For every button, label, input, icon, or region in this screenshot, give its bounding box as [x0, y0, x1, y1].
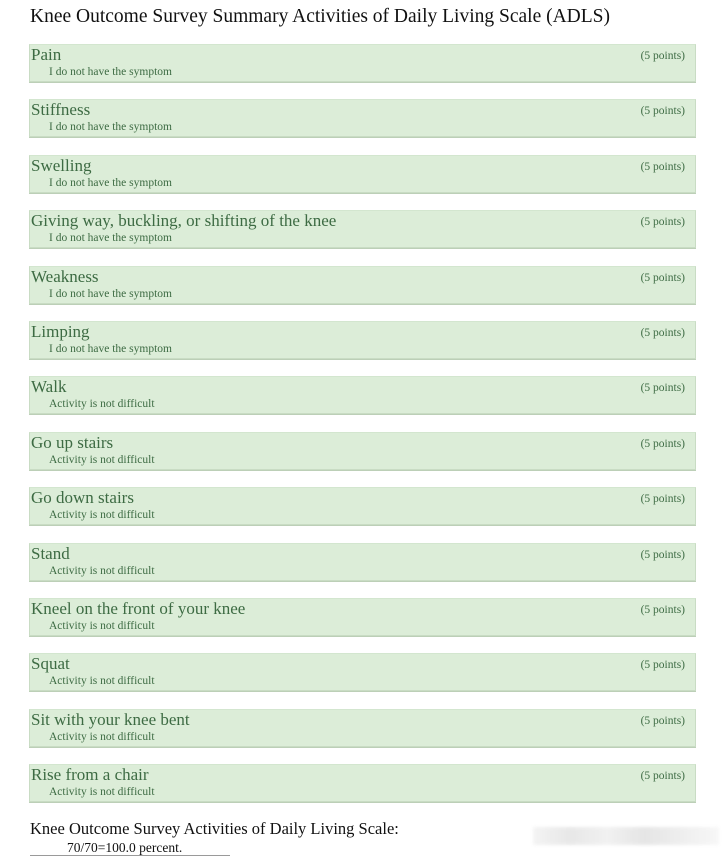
survey-item-limping	[29, 321, 696, 359]
item-points: (5 points)	[640, 493, 685, 506]
item-points: (5 points)	[640, 326, 685, 339]
item-points: (5 points)	[640, 714, 685, 727]
item-label: Giving way, buckling, or shifting of the knee	[31, 211, 337, 231]
item-answer: Activity is not difficult	[49, 619, 155, 632]
item-label: Go up stairs	[31, 432, 114, 452]
item-answer: I do not have the symptom	[49, 66, 172, 78]
item-answer: I do not have the symptom	[49, 176, 172, 189]
item-answer: I do not have the symptom	[49, 232, 172, 245]
item-answer: Activity is not difficult	[49, 730, 155, 743]
survey-item-giving-way	[29, 210, 696, 248]
item-label: Weakness	[31, 266, 99, 286]
summary-divider	[30, 855, 230, 856]
item-points: (5 points)	[640, 659, 685, 672]
item-points: (5 points)	[640, 548, 685, 561]
survey-item-rise-from-chair	[29, 764, 696, 802]
item-label: Rise from a chair	[31, 765, 149, 785]
survey-item-walk	[29, 376, 696, 414]
item-label: Stand	[31, 543, 70, 563]
item-answer: I do not have the symptom	[49, 287, 172, 300]
item-answer: Activity is not difficult	[49, 453, 155, 466]
survey-item-go-up-stairs	[29, 432, 696, 470]
survey-item-kneel	[29, 598, 696, 636]
survey-item-squat	[29, 653, 696, 691]
item-answer: Activity is not difficult	[49, 675, 155, 688]
item-label: Limping	[31, 321, 90, 341]
item-points: (5 points)	[640, 437, 685, 450]
survey-item-go-down-stairs	[29, 487, 696, 525]
item-answer: I do not have the symptom	[49, 121, 172, 134]
item-points: (5 points)	[640, 271, 685, 284]
survey-item-pain	[29, 44, 696, 82]
item-label: Go down stairs	[31, 488, 134, 508]
item-label: Squat	[31, 654, 70, 674]
item-points: (5 points)	[640, 105, 685, 118]
item-label: Swelling	[31, 155, 92, 175]
survey-item-stand	[29, 543, 696, 581]
item-label: Stiffness	[31, 100, 91, 120]
item-label: Sit with your knee bent	[31, 709, 190, 729]
item-label: Kneel on the front of your knee	[31, 598, 246, 618]
page-title: Knee Outcome Survey Summary Activities of Daily Living Scale (ADLS)	[30, 6, 611, 27]
item-points: (5 points)	[640, 50, 685, 62]
survey-item-swelling	[29, 155, 696, 193]
survey-item-sit-knee-bent	[29, 709, 696, 747]
item-answer: Activity is not difficult	[49, 786, 155, 799]
item-points: (5 points)	[640, 382, 685, 395]
item-answer: Activity is not difficult	[49, 398, 155, 411]
item-answer: Activity is not difficult	[49, 509, 155, 522]
item-label: Walk	[31, 377, 67, 397]
item-points: (5 points)	[640, 216, 685, 229]
item-points: (5 points)	[640, 770, 685, 783]
item-label: Pain	[31, 45, 62, 64]
item-answer: Activity is not difficult	[49, 564, 155, 577]
item-answer: I do not have the symptom	[49, 342, 172, 355]
summary-score: 70/70=100.0 percent.	[67, 840, 183, 855]
survey-item-stiffness	[29, 99, 696, 137]
summary-heading: Knee Outcome Survey Activities of Daily Living Scale:	[30, 819, 399, 838]
survey-item-list	[29, 44, 696, 819]
item-points: (5 points)	[640, 603, 685, 616]
survey-item-weakness	[29, 266, 696, 304]
redacted-watermark	[533, 827, 719, 845]
item-points: (5 points)	[640, 160, 685, 173]
